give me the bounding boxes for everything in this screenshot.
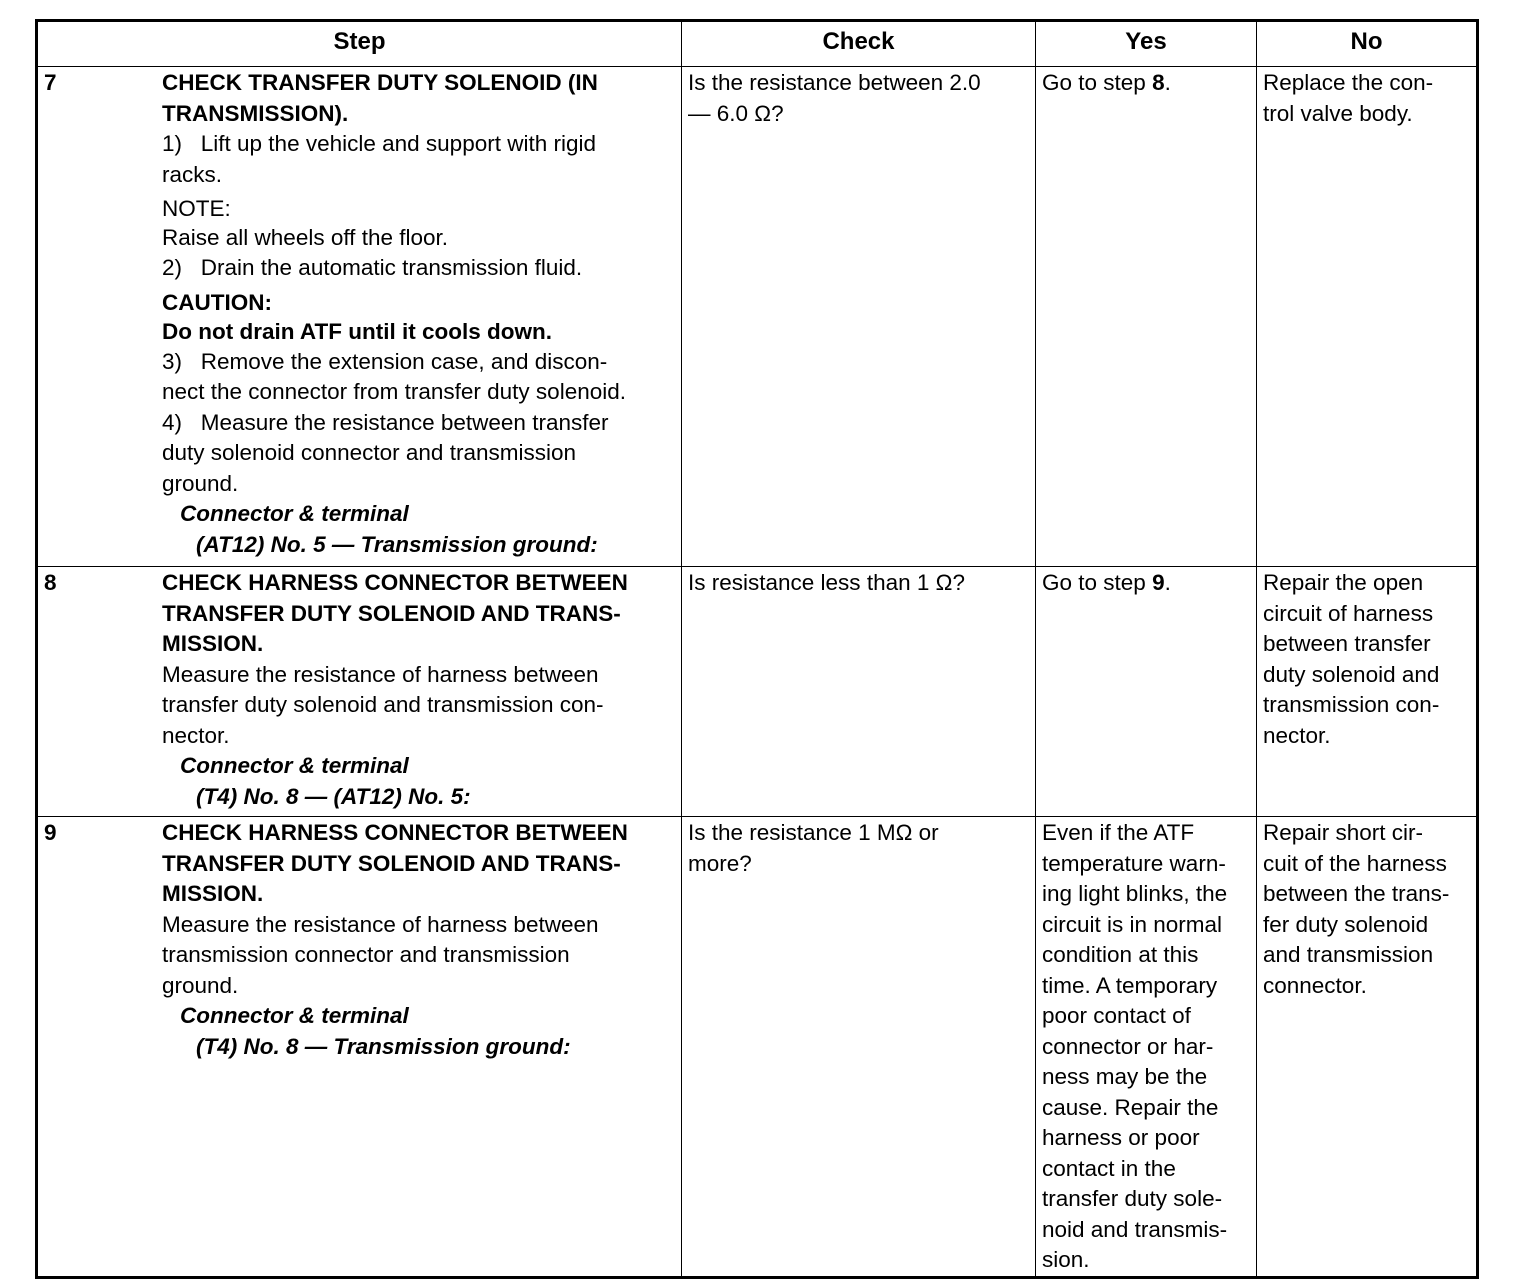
yes-line: condition at this [1042,942,1199,967]
yes-line: cause. Repair the [1042,1094,1219,1120]
step-title-line: CHECK HARNESS CONNECTOR BETWEEN [162,570,628,595]
yes-step-ref: 9 [1152,570,1165,595]
connector-label: Connector & terminal [180,753,409,778]
check-cell [682,817,1036,1278]
check-line: — 6.0 Ω? [688,100,784,126]
connector-label: Connector & terminal [180,501,409,526]
table-row-step-8 [37,567,1478,817]
step-line: nect the connector from transfer duty solenoid. [162,379,626,404]
step-title-line: TRANSMISSION). [162,100,349,126]
step-line: 4) Measure the resistance between transfer [162,409,609,435]
note-label: NOTE: [162,196,231,221]
no-line: between transfer [1263,631,1431,656]
yes-line: poor contact of [1042,1003,1191,1028]
header-check: Check [682,21,1036,67]
step-number: 8 [44,570,57,595]
step-line: 1) Lift up the vehicle and support with rigid [162,131,596,156]
no-line: Repair the open [1263,570,1424,595]
step-title-line: CHECK HARNESS CONNECTOR BETWEEN [162,820,628,845]
step-title-line: TRANSFER DUTY SOLENOID AND TRANS- [162,600,621,626]
no-line: Repair short cir- [1263,820,1424,845]
no-line: between the trans- [1263,881,1450,906]
header-no: No [1257,21,1478,67]
step-title-line: TRANSFER DUTY SOLENOID AND TRANS- [162,850,621,876]
step-line: transmission connector and transmission [162,942,570,967]
step-line: ground. [162,470,239,496]
yes-line: ness may be the [1042,1064,1208,1089]
no-line: circuit of harness [1263,600,1434,626]
yes-suffix: . [1164,70,1171,95]
no-cell [1257,67,1478,567]
header-yes: Yes [1036,21,1257,67]
yes-line: noid and transmis- [1042,1216,1228,1242]
step-line: transfer duty solenoid and transmission con- [162,692,604,717]
connector-value: (AT12) No. 5 — Transmission ground: [196,531,598,557]
no-cell [1257,817,1478,1278]
connector-value: (T4) No. 8 — (AT12) No. 5: [196,783,471,809]
no-line: fer duty solenoid [1263,911,1429,937]
step-line: racks. [162,161,223,187]
header-step: Step [37,21,682,67]
no-line: transmission con- [1263,692,1440,717]
check-cell [682,567,1036,817]
yes-line: harness or poor [1042,1125,1200,1150]
step-cell [37,817,682,1278]
step-line: 3) Remove the extension case, and discon- [162,348,608,374]
yes-line: transfer duty sole- [1042,1186,1223,1211]
no-line: Replace the con- [1263,70,1434,95]
step-line: 2) Drain the automatic transmission fluid. [162,255,583,280]
check-line: more? [688,850,752,876]
diagnostic-procedure-table [35,19,1479,1279]
connector-label: Connector & terminal [180,1003,409,1028]
check-line: Is the resistance between 2.0 [688,70,981,95]
check-line: Is resistance less than 1 Ω? [688,570,965,595]
step-line: nector. [162,722,230,748]
step-line: Measure the resistance of harness between [162,661,599,687]
yes-line: ing light blinks, the [1042,881,1228,906]
step-line: ground. [162,972,239,998]
step-number: 7 [44,70,57,95]
yes-cell [1036,567,1257,817]
step-line: Measure the resistance of harness between [162,911,599,937]
check-line: Is the resistance 1 MΩ or [688,820,939,845]
no-line: connector. [1263,972,1367,998]
no-cell [1257,567,1478,817]
caution-label: CAUTION: [162,289,272,315]
step-title-line: MISSION. [162,631,264,656]
yes-suffix: . [1164,570,1171,595]
note-text: Raise all wheels off the floor. [162,225,448,250]
no-line: nector. [1263,722,1331,748]
step-cell [37,567,682,817]
step-number: 9 [44,820,57,845]
yes-cell [1036,817,1257,1278]
step-body [162,68,675,560]
step-body [162,818,675,1062]
yes-line: contact in the [1042,1155,1176,1181]
no-line: duty solenoid and [1263,661,1440,687]
caution-text: Do not drain ATF until it cools down. [162,318,552,344]
yes-step-ref: 8 [1152,70,1165,95]
yes-line: connector or har- [1042,1033,1214,1059]
step-line: duty solenoid connector and transmission [162,440,576,465]
no-line: trol valve body. [1263,100,1413,126]
check-cell [682,67,1036,567]
yes-line: temperature warn- [1042,850,1226,876]
step-title-line: MISSION. [162,881,264,906]
yes-line: circuit is in normal [1042,911,1223,937]
yes-cell [1036,67,1257,567]
step-cell [37,67,682,567]
header-row [37,21,1478,67]
yes-text: Go to step [1042,70,1153,95]
table-row-step-7 [37,67,1478,567]
no-line: cuit of the harness [1263,850,1447,876]
step-body [162,568,675,812]
step-title-line: CHECK TRANSFER DUTY SOLENOID (IN [162,70,598,95]
no-line: and transmission [1263,942,1434,967]
yes-line: sion. [1042,1247,1090,1272]
yes-line: time. A temporary [1042,972,1218,998]
yes-line: Even if the ATF [1042,820,1195,845]
table-row-step-9 [37,817,1478,1278]
yes-text: Go to step [1042,570,1153,595]
connector-value: (T4) No. 8 — Transmission ground: [196,1033,571,1059]
